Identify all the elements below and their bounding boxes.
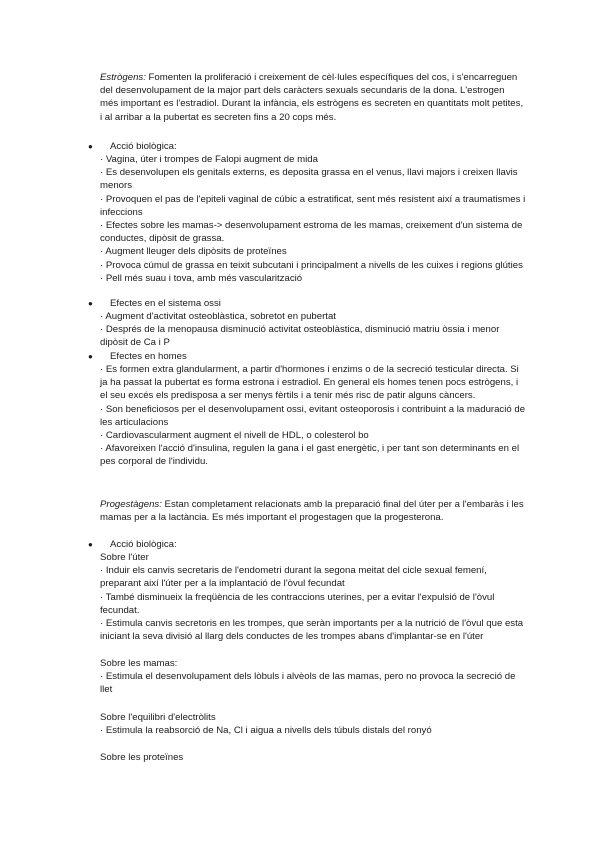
section-title: Sobre les mamas: (100, 658, 178, 669)
list-item: · Vagina, úter i trompes de Falopi augment de mida (100, 154, 318, 165)
efectes-ossi-list (100, 310, 528, 350)
list-item: · Efectes sobre les mamas-> desenvolupament estroma de les mamas, creixement d'un sistema de conductes, dipòsit de grassa. (100, 220, 523, 245)
sobre-mamas-section (100, 657, 528, 697)
list-item: · Cardiovascularment augment el nivell de HDL, o colesterol bo (100, 430, 369, 442)
heading-text: Acció biològica: (110, 141, 177, 152)
heading-text: Efectes en homes (110, 351, 187, 362)
list-item: · Augment lleuger dels dipòsits de proteïnes (100, 246, 287, 258)
list-item: · Estimula el desenvolupament dels lòbuls i alvèols de las mamas, pero no provoca la secreció de llet (100, 671, 516, 696)
progestagens-paragraph (100, 498, 525, 524)
progestagens-text: Estan completament relacionats amb la preparació final del úter per a l'embaràs i les mamas per a la lactància. Es més important el progestagen que la progesterona. (100, 499, 524, 524)
list-item: · Son beneficiosos per el desenvolupament ossi, evitant osteoporosis i contribuint a la maduració de les articulacions (100, 403, 526, 428)
bullet-icon: ● (88, 540, 93, 549)
sobre-proteines-section (100, 751, 528, 764)
estrogens-accio-list (100, 153, 528, 285)
sobre-uter-section (100, 551, 528, 643)
list-item: · Provoca cúmul de grassa en teixit subcutani i principalment a nivells de les cuixes i regions glúties (100, 259, 523, 271)
estrogens-paragraph (100, 71, 525, 124)
list-item: · Després de la menopausa disminució activitat osteoblàstica, disminució matriu òssia i menor dipòsit de Ca i P (100, 324, 500, 349)
estrogens-accio-heading (88, 140, 528, 153)
section-title: Sobre l'equilibri d'electròlits (100, 712, 216, 723)
list-item: · Estimula canvis secretoris en les trompes, que seràn importants per a la nutrició de l'òvul que esta iniciant la seva divisió al llarg dels conductes de les trompes abans d'implantar-se en l'úter (100, 618, 524, 643)
list-item: · Es desenvolupen els genitals externs, es deposita grassa en el venus, llavi majors i creixen llavis menors (100, 167, 518, 192)
list-item: · Es formen extra glandularment, a partir d'hormones i enzims o de la secreció testicular directa. Si ja ha passat la pubertat es forma estrona i estradiol. En general els homes tenen pocs estrògens, i el seu excés els predisposa a ser menys fèrtils i a tenir més risc de patir alguns càncers. (100, 364, 519, 402)
bullet-icon: ● (88, 352, 93, 361)
bullet-icon: ● (88, 299, 93, 308)
heading-text: Acció biològica: (110, 539, 177, 550)
bullet-icon: ● (88, 142, 93, 151)
progestagens-term: Progestàgens: (100, 499, 162, 510)
estrogens-text: Fomenten la proliferació i creixement de cèl·lules específiques del cos, i s'encarreguen del desenvolupament de la major part dels caràcters sexuals secundaris de la dona. L'estrogen més important es l'estradiol. Durant la infància, els estrògens es secreten en quantitats molt petites, i al arribar a la pubertat es secreten fins a 20 cops més. (100, 72, 524, 123)
list-item: · Pell més suau i tova, amb més vascularització (100, 272, 303, 284)
list-item: · Augment d'activitat osteoblàstica, sobretot en pubertat (100, 311, 336, 322)
sobre-electrolits-section (100, 711, 528, 737)
list-item: · Estimula la reabsorció de Na, Cl i aigua a nivells dels túbuls distals del ronyó (100, 725, 432, 737)
section-title: Sobre l'úter (100, 552, 149, 563)
efectes-homes-heading (88, 350, 528, 363)
estrogens-term: Estrògens: (100, 72, 146, 83)
progestagens-accio-heading (88, 538, 528, 551)
section-title: Sobre les proteïnes (100, 752, 184, 763)
efectes-homes-list (100, 363, 528, 469)
list-item: · Afavoreixen l'acció d'insulina, regulen la gana i el gast energètic, i per tant son determinants en el pes corporal de l'individu. (100, 443, 520, 468)
list-item: · També disminueix la freqüència de les contraccions uterines, per a evitar l'expulsió de l'òvul fecundat. (100, 591, 495, 616)
efectes-ossi-heading (88, 297, 528, 310)
heading-text: Efectes en el sistema ossi (110, 298, 221, 309)
list-item: · Induir els canvis secretaris de l'endometri durant la segona meitat del cicle sexual femení, preparant així l'úter per a la implantació de l'òvul fecundat (100, 565, 487, 590)
list-item: · Provoquen el pas de l'epiteli vaginal de cúbic a estratificat, sent més resistent així a traumatismes i infeccions (100, 193, 526, 218)
